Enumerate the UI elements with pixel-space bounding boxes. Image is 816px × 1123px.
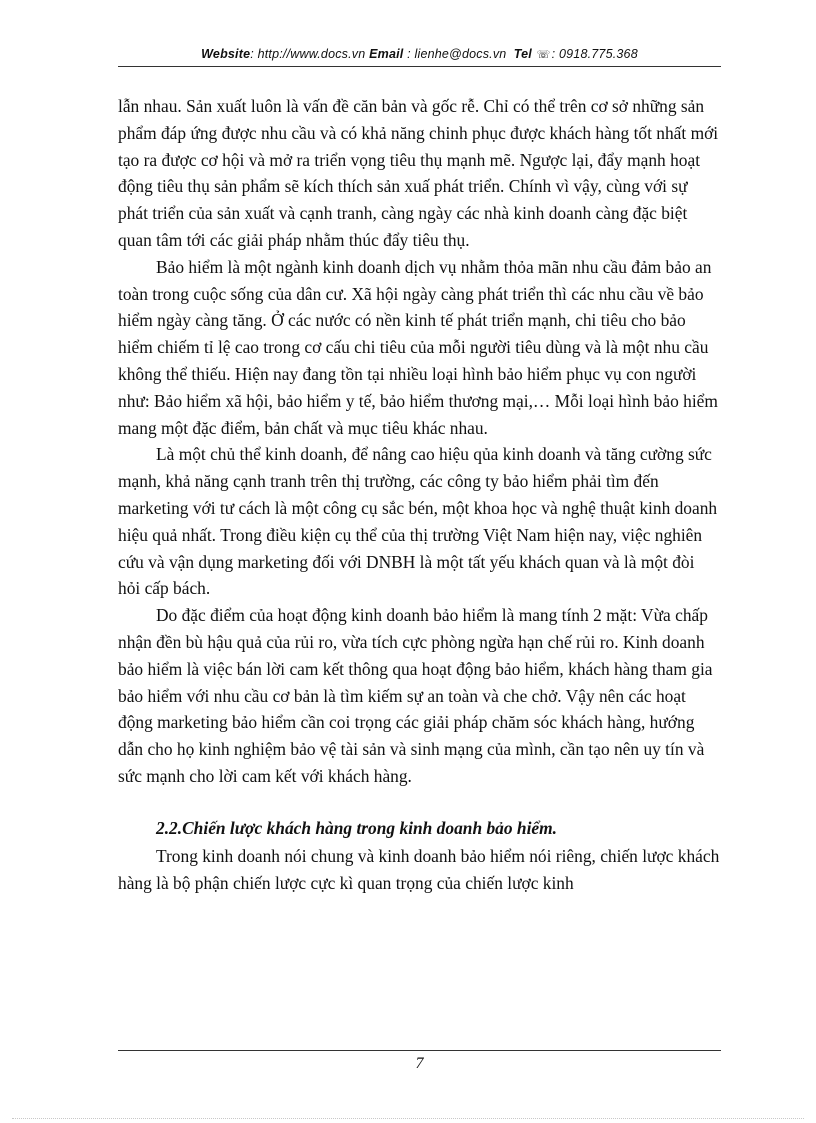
email-address: : lienhe@docs.vn	[403, 47, 507, 61]
section-paragraph: Trong kinh doanh nói chung và kinh doanh bảo hiểm nói riêng, chiến lược khách hàng là bộ phận chiến lược cực kì quan trọng của chiến lược kinh	[118, 845, 720, 893]
website-url: : http://www.docs.vn	[250, 47, 366, 61]
page-number: 7	[415, 1055, 424, 1072]
tel-number: : 0918.775.368	[551, 47, 638, 61]
footer-divider	[118, 1050, 721, 1051]
body-paragraph-2: Bảo hiểm là một ngành kinh doanh dịch vụ nhằm thỏa mãn nhu cầu đảm bảo an toàn trong cuộc sống của dân cư. Xã hội ngày càng phát triển thì các nhu cầu về bảo hiểm ngày càng tăng. Ở các nước có nền kinh tế phát triển mạnh, chi tiêu cho bảo hiểm chiếm tỉ lệ cao trong cơ cấu chi tiêu của mỗi người tiêu dùng và là một nhu cầu không thể thiếu. Hiện nay đang tồn tại nhiều loại hình bảo hiểm phục vụ con người như: Bảo hiểm xã hội, bảo hiểm y tế, bảo hiểm thương mại,… Mỗi loại hình bảo hiểm mang một đặc điểm, bản chất và mục tiêu khác nhau.	[118, 256, 718, 438]
website-label: Website	[201, 47, 251, 61]
body-paragraph-1: lẫn nhau. Sản xuất luôn là vấn đề căn bản và gốc rễ. Chỉ có thể trên cơ sở những sản phẩm đáp ứng được nhu cầu và có khả năng chinh phục được khách hàng tốt nhất mới tạo ra được cơ hội và mở ra triển vọng tiêu thụ mạnh mẽ. Ngược lại, đẩy mạnh hoạt động tiêu thụ sản phẩm sẽ kích thích sản xuấ phát triển. Chính vì vậy, cùng với sự phát triển của sản xuất và cạnh tranh, càng ngày các nhà kinh doanh càng đặc biệt quan tâm tới các giải pháp nhằm thúc đẩy tiêu thụ.	[118, 96, 719, 250]
tel-label: Tel	[513, 47, 532, 61]
telephone-icon: ☏	[536, 49, 551, 61]
email-label: Email	[369, 47, 404, 61]
document-body	[118, 93, 721, 896]
body-paragraph-3: Là một chủ thể kinh doanh, để nâng cao hiệu qủa kinh doanh và tăng cường sức mạnh, khả năng cạnh tranh trên thị trường, các công ty bảo hiểm phải tìm đến marketing với tư cách là một công cụ sắc bén, một khoa học và nghệ thuật kinh doanh hiệu quả nhất. Trong điều kiện cụ thể của thị trường Việt Nam hiện nay, việc nghiên cứu và vận dụng marketing đối với DNBH là một tất yếu khách quan và là một đòi hỏi cấp bách.	[118, 444, 718, 599]
header-divider	[118, 66, 721, 67]
page-edge	[12, 1118, 804, 1119]
page-header	[118, 47, 721, 61]
section-heading: 2.2.Chiến lược khách hàng trong kinh doanh bảo hiểm.	[156, 817, 557, 838]
body-paragraph-4: Do đặc điểm của hoạt động kinh doanh bảo hiểm là mang tính 2 mặt: Vừa chấp nhận đền bù hậu quả của rủi ro, vừa tích cực phòng ngừa hạn chế rủi ro. Kinh doanh bảo hiểm là việc bán lời cam kết thông qua hoạt động bảo hiểm, khách hàng tham gia bảo hiểm với nhu cầu cơ bản là tìm kiếm sự an toàn và che chở. Vậy nên các hoạt động marketing bảo hiểm cần coi trọng các giải pháp chăm sóc khách hàng, hướng dẫn cho họ kinh nghiệm bảo vệ tài sản và sinh mạng của mình, cần tạo nên uy tín và sức mạnh cho lời cam kết với khách hàng.	[118, 605, 713, 786]
